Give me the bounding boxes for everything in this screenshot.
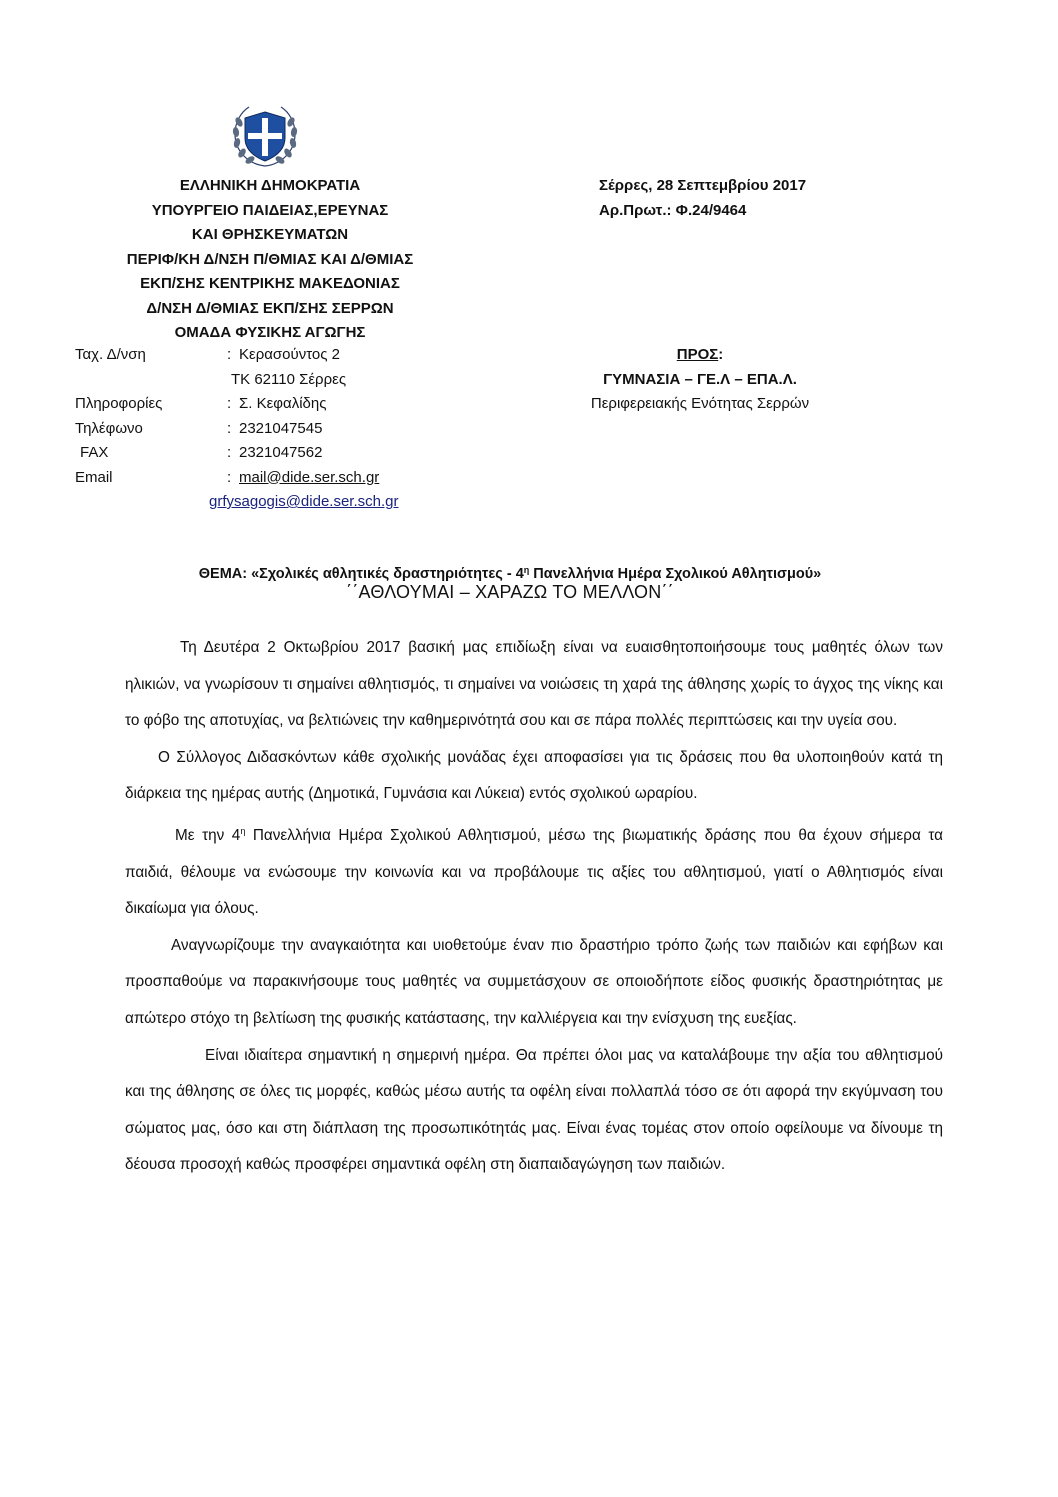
- subject-superscript: η: [523, 565, 530, 575]
- contact-label: Τηλέφωνο: [75, 419, 143, 437]
- recipients-heading: [540, 343, 860, 368]
- recipients-block: [540, 343, 860, 417]
- body-paragraph: Αναγνωρίζουμε την αναγκαιότητα και υιοθετούμε έναν πιο δραστήριο τρόπο ζωής των παιδιών και εφήβων και προσπαθούμε να παρακινήσουμε τους μαθητές να συμμετάσχουν σε οποιοδήποτε είδος φυσικής δραστηριότητας με απώτερο στόχο τη βελτίωση της φυσικής κατάστασης, την καλλιέργεια και την ενίσχυση της ευεξίας.: [125, 936, 943, 1027]
- letter-body: [125, 630, 943, 1184]
- header-line: ΠΕΡΙΦ/ΚΗ Δ/ΝΣΗ Π/ΘΜΙΑΣ ΚΑΙ Δ/ΘΜΙΑΣ: [126, 250, 414, 268]
- subject-suffix: Πανελλήνια Ημέρα Σχολικού Αθλητισμού»: [529, 566, 822, 582]
- contact-colon: :: [227, 444, 232, 461]
- protocol-number: Αρ.Πρωτ.: Φ.24/9464: [599, 201, 747, 219]
- subject-motto: ΄΄ΑΘΛΟΥΜΑΙ – ΧΑΡΑΖΩ ΤΟ ΜΕΛΛΟΝ΄΄: [346, 582, 674, 602]
- body-paragraph: Τη Δευτέρα 2 Οκτωβρίου 2017 βασική μας επιδίωξη είναι να ευαισθητοποιήσουμε τους μαθητές όλων των ηλικιών, να γνωρίσουν τι σημαίνει αθλητισμός, τι σημαίνει να νοιώσεις τη χαρά της άθλησης χωρίς το άγχος της νίκης και το φόβο της αποτυχίας, να βελτιώνεις την καθημερινότητά σου και σε πάρα πολλές περιπτώσεις και την υγεία σου.: [125, 639, 943, 730]
- paragraph-superscript: η: [240, 825, 246, 836]
- email-link-secondary[interactable]: grfysagogis@dide.ser.sch.gr: [209, 493, 399, 510]
- recipients-schools: ΓΥΜΝΑΣΙΑ – ΓΕ.Λ – ΕΠΑ.Λ.: [603, 370, 797, 388]
- recipients-region: Περιφερειακής Ενότητας Σερρών: [590, 395, 810, 412]
- header-line: ΕΚΠ/ΣΗΣ ΚΕΝΤΡΙΚΗΣ ΜΑΚΕΔΟΝΙΑΣ: [140, 275, 400, 292]
- contact-colon: :: [227, 346, 232, 363]
- header-line: ΥΠΟΥΡΓΕΙΟ ΠΑΙΔΕΙΑΣ,ΕΡΕΥΝΑΣ: [151, 201, 389, 219]
- date-protocol-block: [599, 174, 899, 223]
- contact-value: ΤΚ 62110 Σέρρες: [231, 370, 347, 388]
- contact-value: Κερασούντος 2: [239, 346, 340, 363]
- recipients-colon: :: [718, 346, 724, 363]
- contact-label: Πληροφορίες: [75, 395, 163, 412]
- contact-value: 2321047562: [239, 444, 323, 461]
- recipients-label: ΠΡΟΣ: [676, 346, 719, 363]
- body-paragraph: Ο Σύλλογος Διδασκόντων κάθε σχολικής μονάδας έχει αποφασίσει για τις δράσεις που θα υλοποιηθούν κατά τη διάρκεια της ημέρας αυτής (Δημοτικά, Γυμνάσια και Λύκεια) εντός σχολικού ωραρίου.: [125, 748, 943, 803]
- contact-value: 2321047545: [239, 419, 323, 437]
- subject-prefix: ΘΕΜΑ: «Σχολικές αθλητικές δραστηριότητες - 4: [198, 566, 524, 582]
- contact-label: FAX: [80, 444, 109, 461]
- body-paragraph: [125, 813, 943, 928]
- contact-label: Ταχ. Δ/νση: [75, 346, 146, 363]
- paragraph-suffix: Πανελλήνια Ημέρα Σχολικού Αθλητισμού, μέσω της βιωματικής δράσης που θα έχουν σήμερα τα παιδιά, θέλουμε να ενώσουμε την κοινωνία και να προβάλουμε τις αξίες του αθλητισμού, γιατί ο Αθλητισμός είναι δικαίωμα για όλους.: [125, 826, 943, 918]
- contact-label: Email: [75, 468, 113, 486]
- paragraph-prefix: Με την 4: [175, 826, 241, 844]
- header-line: ΕΛΛΗΝΙΚΗ ΔΗΜΟΚΡΑΤΙΑ: [179, 177, 361, 194]
- header-line: ΟΜΑΔΑ ΦΥΣΙΚΗΣ ΑΓΩΓΗΣ: [174, 324, 366, 341]
- document-date: Σέρρες, 28 Σεπτεμβρίου 2017: [599, 177, 807, 194]
- header-line: ΚΑΙ ΘΡΗΣΚΕΥΜΑΤΩΝ: [191, 226, 349, 243]
- email-link[interactable]: mail@dide.ser.sch.gr: [239, 468, 380, 486]
- body-paragraph: Είναι ιδιαίτερα σημαντική η σημερινή ημέρα. Θα πρέπει όλοι μας να καταλάβουμε την αξία του αθλητισμού και της άθλησης σε όλες τις μορφές, καθώς μέσω αυτής τα οφέλη είναι πολλαπλά τόσο σε ότι αφορά την εκγύμναση του σώματος μας, όσο και στη διάπλαση της προσωπικότητάς μας. Είναι ένας τομέας στον οποίο οφείλουμε να δίνουμε τη δέουσα προσοχή καθώς προσφέρει σημαντικά οφέλη στη διαπαιδαγώγηση των παιδιών.: [125, 1046, 943, 1174]
- contact-colon: :: [227, 419, 232, 437]
- contact-colon: :: [227, 468, 232, 486]
- contact-value: Σ. Κεφαλίδης: [239, 395, 327, 412]
- contact-colon: :: [227, 395, 232, 412]
- greek-emblem-icon: [229, 100, 301, 172]
- header-line: Δ/ΝΣΗ Δ/ΘΜΙΑΣ ΕΚΠ/ΣΗΣ ΣΕΡΡΩΝ: [146, 299, 394, 317]
- authority-header: [75, 174, 465, 346]
